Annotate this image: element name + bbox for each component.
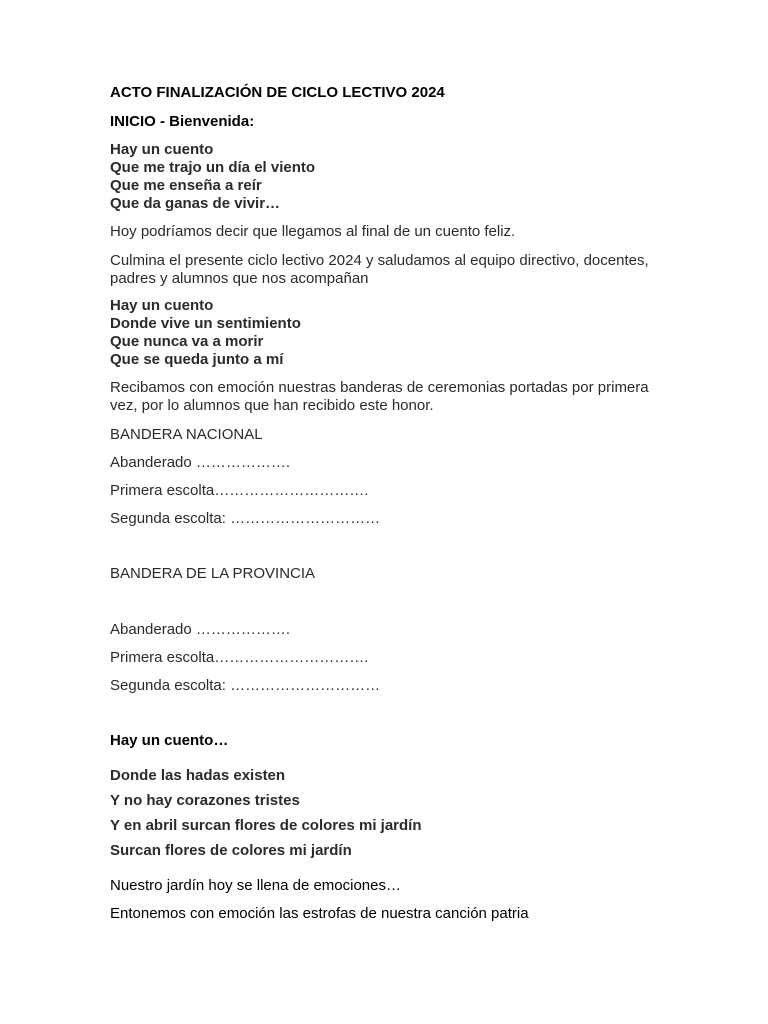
verse-line: Hay un cuento: [110, 141, 214, 158]
abanderado-nacional: Abanderado ……………….: [110, 454, 291, 471]
verse-line: Que me trajo un día el viento: [110, 159, 316, 176]
heading-bandera-provincia: BANDERA DE LA PROVINCIA: [110, 565, 316, 582]
verse-line: Que me enseña a reír: [110, 177, 262, 194]
paragraph-cancion-patria: Entonemos con emoción las estrofas de nuestra canción patria: [110, 905, 529, 922]
verse-3-intro: Hay un cuento…: [110, 732, 229, 749]
verse-line: Hay un cuento: [110, 297, 214, 314]
abanderado-provincia: Abanderado ……………….: [110, 621, 291, 638]
verse-line: Que da ganas de vivir…: [110, 195, 281, 212]
verse-1: [110, 141, 650, 213]
document-title: ACTO FINALIZACIÓN DE CICLO LECTIVO 2024: [110, 84, 445, 101]
verse-3-line-4: Surcan flores de colores mi jardín: [110, 842, 352, 859]
segunda-escolta-provincia: Segunda escolta: …………………………: [110, 677, 381, 694]
verse-2: [110, 297, 650, 369]
paragraph-jardin: Nuestro jardín hoy se llena de emociones…: [110, 877, 401, 894]
primera-escolta-nacional: Primera escolta………………………….: [110, 482, 369, 499]
verse-3-line-3: Y en abril surcan flores de colores mi jardín: [110, 817, 422, 834]
primera-escolta-provincia: Primera escolta………………………….: [110, 649, 369, 666]
verse-line: Que nunca va a morir: [110, 333, 264, 350]
section-heading-inicio: INICIO - Bienvenida:: [110, 113, 255, 130]
verse-line: Donde vive un sentimiento: [110, 315, 301, 332]
paragraph-saludo: Culmina el presente ciclo lectivo 2024 y saludamos al equipo directivo, docentes, padres y alumnos que nos acompañan: [110, 252, 649, 287]
segunda-escolta-nacional: Segunda escolta: …………………………: [110, 510, 381, 527]
verse-line: Que se queda junto a mí: [110, 351, 284, 368]
paragraph-banderas: Recibamos con emoción nuestras banderas de ceremonias portadas por primera vez, por lo alumnos que han recibido este honor.: [110, 379, 649, 414]
paragraph-intro: Hoy podríamos decir que llegamos al final de un cuento feliz.: [110, 223, 516, 240]
verse-3-line-2: Y no hay corazones tristes: [110, 792, 300, 809]
heading-bandera-nacional: BANDERA NACIONAL: [110, 426, 263, 443]
verse-3-line-1: Donde las hadas existen: [110, 767, 286, 784]
